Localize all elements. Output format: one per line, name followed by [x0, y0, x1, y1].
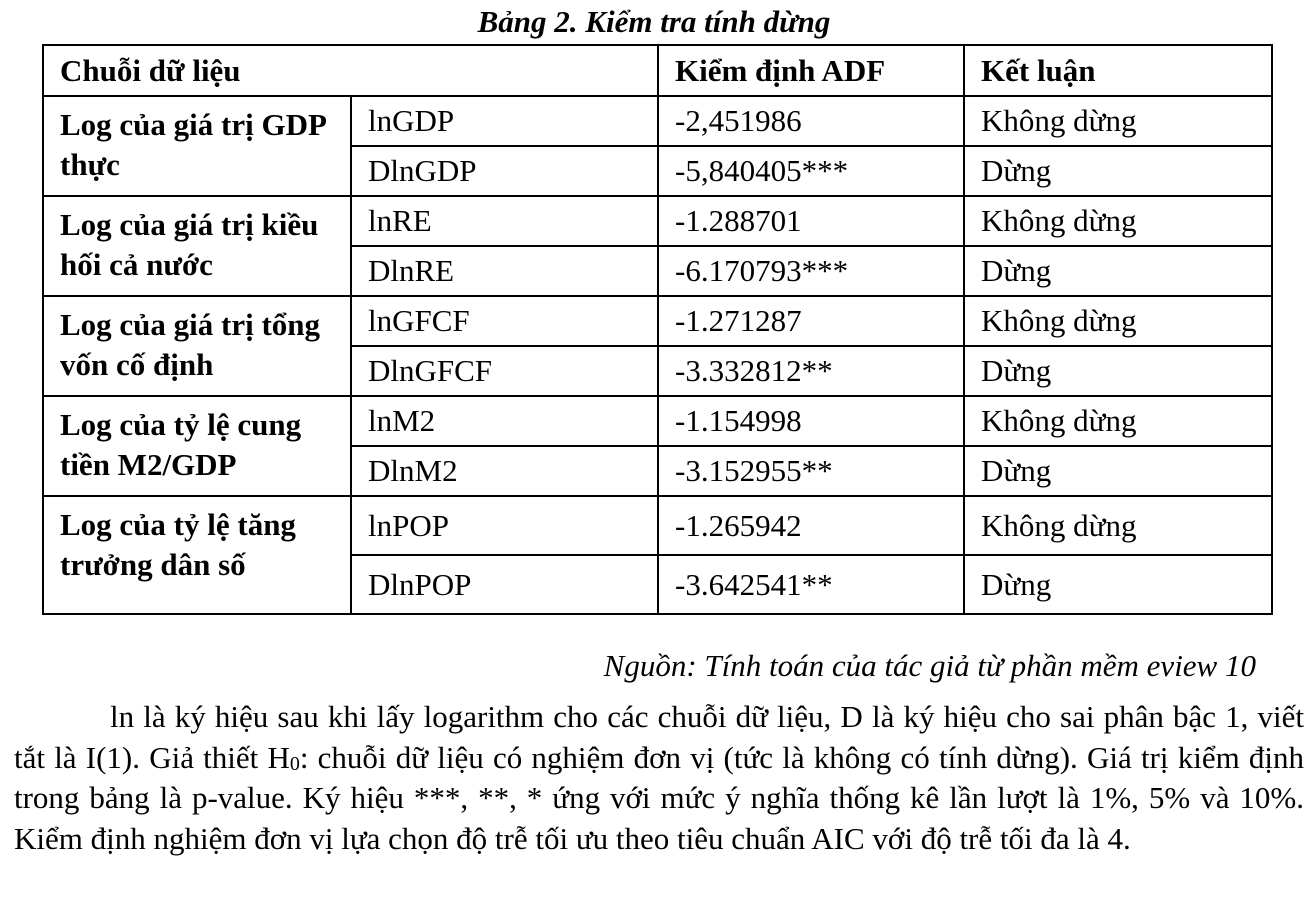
group-label: Log của giá trị GDP thực: [43, 96, 351, 196]
adf-value-cell: -1.265942: [658, 496, 964, 555]
note-text-part1: ln là ký hiệu sau khi lấy logarithm cho các chuỗi dữ liệu, D là ký hiệu cho sai phân bậc 1, viết tắt là I(1). Giả thiết H: [14, 699, 1304, 775]
group-label: Log của tỷ lệ cung tiền M2/GDP: [43, 396, 351, 496]
conclusion-cell: Dừng: [964, 346, 1272, 396]
group-label: Log của tỷ lệ tăng trưởng dân số: [43, 496, 351, 614]
header-adf: Kiểm định ADF: [658, 45, 964, 96]
group-label: Log của giá trị tổng vốn cố định: [43, 296, 351, 396]
explanation-paragraph: [14, 697, 1304, 859]
conclusion-cell: Dừng: [964, 146, 1272, 196]
variable-cell: DlnGDP: [351, 146, 658, 196]
adf-value-cell: -1.271287: [658, 296, 964, 346]
conclusion-cell: Không dừng: [964, 296, 1272, 346]
variable-cell: DlnPOP: [351, 555, 658, 614]
variable-cell: lnM2: [351, 396, 658, 446]
header-row: [43, 45, 1272, 96]
table-row: [43, 296, 1272, 346]
adf-value-cell: -2,451986: [658, 96, 964, 146]
header-conclusion: Kết luận: [964, 45, 1272, 96]
variable-cell: DlnGFCF: [351, 346, 658, 396]
header-series: Chuỗi dữ liệu: [43, 45, 658, 96]
adf-value-cell: -1.154998: [658, 396, 964, 446]
source-note: Nguồn: Tính toán của tác giả từ phần mềm eview 10: [603, 648, 1256, 683]
conclusion-cell: Không dừng: [964, 496, 1272, 555]
conclusion-cell: Dừng: [964, 446, 1272, 496]
conclusion-cell: Không dừng: [964, 396, 1272, 446]
adf-value-cell: -5,840405***: [658, 146, 964, 196]
conclusion-cell: Không dừng: [964, 196, 1272, 246]
note-subscript: 0: [289, 752, 300, 775]
variable-cell: lnGDP: [351, 96, 658, 146]
adf-value-cell: -3.642541**: [658, 555, 964, 614]
note-text-part2: : chuỗi dữ liệu có nghiệm đơn vị (tức là không có tính dừng). Giá trị kiểm định trong bảng là p-value. Ký hiệu ***, **, * ứng với mức ý nghĩa thống kê lần lượt là 1%, 5% và 10%. Kiểm định nghiệm đơn vị lựa chọn độ trễ tối ưu theo tiêu chuẩn AIC với độ trễ tối đa là 4.: [14, 739, 1305, 856]
adf-value-cell: -6.170793***: [658, 246, 964, 296]
table-row: [43, 196, 1272, 246]
adf-value-cell: -1.288701: [658, 196, 964, 246]
conclusion-cell: Dừng: [964, 246, 1272, 296]
adf-value-cell: -3.332812**: [658, 346, 964, 396]
conclusion-cell: Không dừng: [964, 96, 1272, 146]
table-caption: Bảng 2. Kiểm tra tính dừng: [477, 4, 831, 39]
table-row: [43, 96, 1272, 146]
variable-cell: lnPOP: [351, 496, 658, 555]
adf-value-cell: -3.152955**: [658, 446, 964, 496]
variable-cell: DlnRE: [351, 246, 658, 296]
adf-test-table: [42, 44, 1273, 615]
table-row: [43, 496, 1272, 555]
variable-cell: DlnM2: [351, 446, 658, 496]
variable-cell: lnGFCF: [351, 296, 658, 346]
table-row: [43, 396, 1272, 446]
variable-cell: lnRE: [351, 196, 658, 246]
group-label: Log của giá trị kiều hối cả nước: [43, 196, 351, 296]
conclusion-cell: Dừng: [964, 555, 1272, 614]
